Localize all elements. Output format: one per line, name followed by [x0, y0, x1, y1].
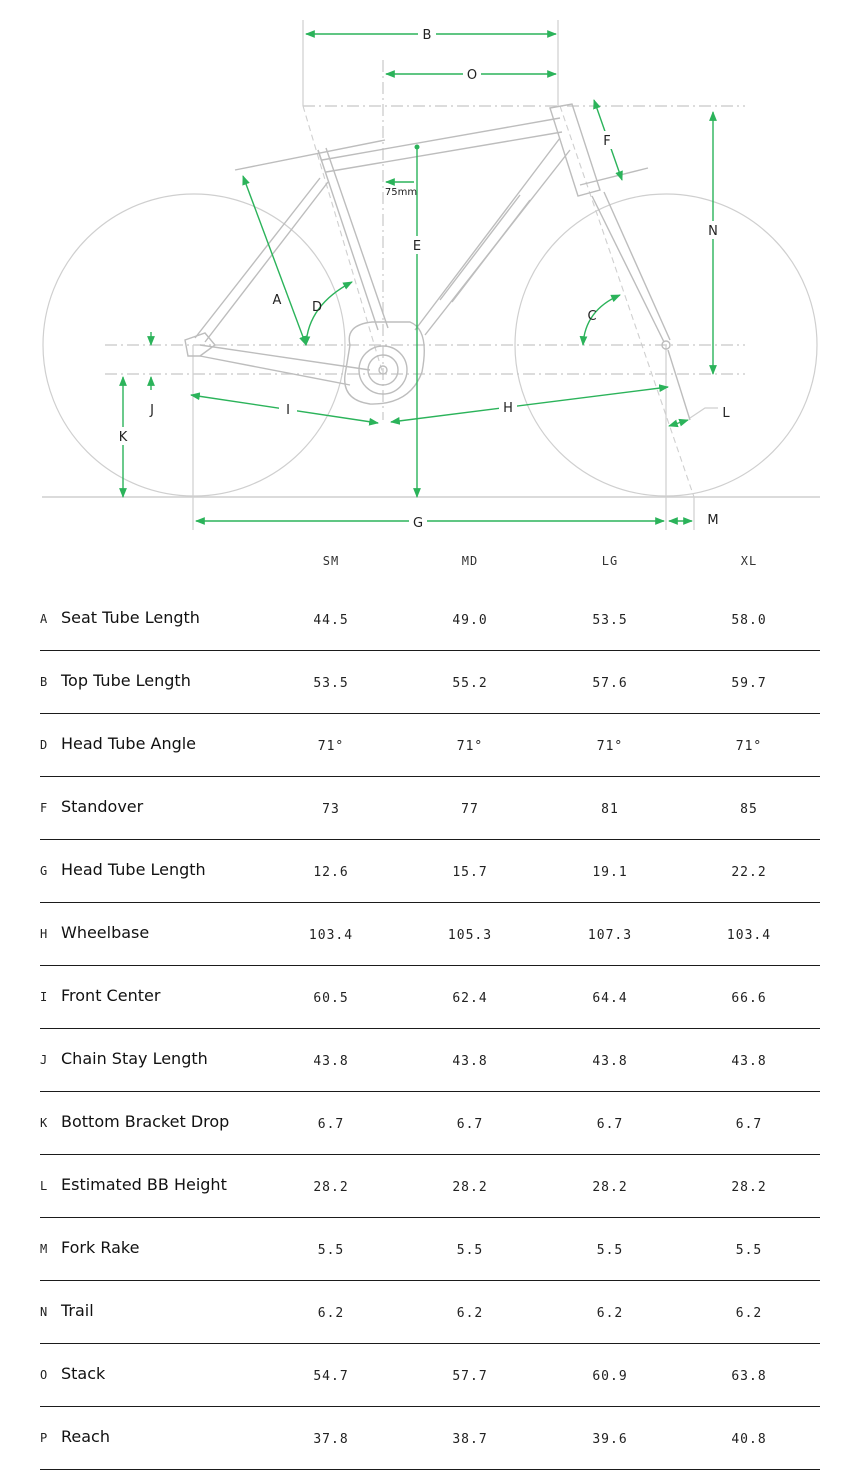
value-xl: 66.6: [731, 991, 767, 1006]
row-key: O: [40, 1368, 48, 1382]
value-md: 49.0: [452, 613, 488, 628]
value-sm: 54.7: [313, 1369, 349, 1384]
table-row: [40, 1407, 820, 1470]
value-lg: 60.9: [592, 1369, 628, 1384]
table-row: [40, 903, 820, 966]
label-M: M: [707, 513, 719, 528]
row-key: K: [40, 1116, 48, 1130]
value-md: 105.3: [447, 928, 493, 943]
table-row: [40, 714, 820, 777]
row-key: N: [40, 1305, 48, 1319]
row-label: Head Tube Angle: [61, 734, 197, 753]
row-key: A: [40, 612, 48, 626]
value-sm: 6.7: [317, 1117, 345, 1132]
label-K: K: [118, 430, 128, 445]
row-key: J: [40, 1053, 48, 1067]
value-md: 6.2: [456, 1306, 484, 1321]
value-md: 55.2: [452, 676, 488, 691]
table-row: [40, 1218, 820, 1281]
value-xl: 6.2: [735, 1306, 763, 1321]
table-row: [40, 1281, 820, 1344]
value-md: 6.7: [456, 1117, 484, 1132]
row-key: H: [40, 927, 48, 941]
label-D: D: [311, 300, 323, 315]
value-lg: 57.6: [592, 676, 628, 691]
table-row: [40, 1092, 820, 1155]
value-md: 71°: [456, 739, 484, 754]
row-label: Stack: [61, 1364, 106, 1383]
value-sm: 103.4: [308, 928, 354, 943]
value-xl: 43.8: [731, 1054, 767, 1069]
value-md: 15.7: [452, 865, 488, 880]
value-sm: 28.2: [313, 1180, 349, 1195]
row-label: Bottom Bracket Drop: [61, 1112, 230, 1131]
value-lg: 43.8: [592, 1054, 628, 1069]
value-md: 57.7: [452, 1369, 488, 1384]
table-row: [40, 966, 820, 1029]
table-row: [40, 1155, 820, 1218]
value-xl: 63.8: [731, 1369, 767, 1384]
label-G: G: [412, 516, 424, 531]
value-xl: 59.7: [731, 676, 767, 691]
value-sm: 44.5: [313, 613, 349, 628]
row-label: Top Tube Length: [61, 671, 191, 690]
table-row: [40, 588, 820, 651]
value-xl: 6.7: [735, 1117, 763, 1132]
label-F: F: [603, 134, 611, 149]
bike-geometry-diagram: [0, 0, 862, 540]
value-lg: 6.2: [596, 1306, 624, 1321]
row-label: Wheelbase: [61, 923, 150, 942]
row-label: Front Center: [61, 986, 161, 1005]
value-lg: 5.5: [596, 1243, 624, 1258]
size-header-row: [0, 548, 862, 576]
reference-lines: [105, 20, 745, 530]
value-lg: 71°: [596, 739, 624, 754]
table-row: [40, 1344, 820, 1407]
value-xl: 58.0: [731, 613, 767, 628]
row-label: Chain Stay Length: [61, 1049, 208, 1068]
size-column-lg: LG: [601, 554, 619, 568]
bike-frame: [185, 104, 690, 420]
value-sm: 6.2: [317, 1306, 345, 1321]
value-xl: 103.4: [726, 928, 772, 943]
dimension-lines: [123, 34, 718, 521]
label-H: H: [503, 401, 513, 416]
label-J: J: [150, 403, 154, 418]
value-lg: 53.5: [592, 613, 628, 628]
table-row: [40, 840, 820, 903]
value-xl: 71°: [735, 739, 763, 754]
value-md: 43.8: [452, 1054, 488, 1069]
size-column-sm: SM: [322, 554, 340, 568]
value-xl: 85: [740, 802, 758, 817]
value-sm: 71°: [317, 739, 345, 754]
value-md: 38.7: [452, 1432, 488, 1447]
label-B: B: [422, 28, 432, 43]
row-key: D: [40, 738, 48, 752]
table-row: [40, 651, 820, 714]
table-row: [40, 1029, 820, 1092]
value-sm: 60.5: [313, 991, 349, 1006]
value-sm: 37.8: [313, 1432, 349, 1447]
size-column-md: MD: [461, 554, 479, 568]
geometry-table: [40, 588, 820, 1470]
value-xl: 22.2: [731, 865, 767, 880]
value-md: 5.5: [456, 1243, 484, 1258]
value-md: 62.4: [452, 991, 488, 1006]
value-sm: 73: [322, 802, 340, 817]
row-label: Estimated BB Height: [61, 1175, 227, 1194]
row-key: M: [40, 1242, 48, 1256]
label-A: A: [272, 293, 282, 308]
row-label: Standover: [61, 797, 144, 816]
value-md: 28.2: [452, 1180, 488, 1195]
row-label: Reach: [61, 1427, 110, 1446]
size-column-xl: XL: [740, 554, 758, 568]
row-key: G: [40, 864, 48, 878]
row-key: F: [40, 801, 48, 815]
value-sm: 5.5: [317, 1243, 345, 1258]
value-lg: 6.7: [596, 1117, 624, 1132]
row-label: Head Tube Length: [61, 860, 206, 879]
label-C: C: [587, 309, 597, 324]
row-key: L: [40, 1179, 48, 1193]
row-label: Seat Tube Length: [61, 608, 200, 627]
row-key: B: [40, 675, 48, 689]
value-md: 77: [461, 802, 479, 817]
offset-label: 75mm: [384, 187, 418, 198]
row-key: I: [40, 990, 48, 1004]
label-I: I: [286, 403, 290, 418]
value-lg: 64.4: [592, 991, 628, 1006]
value-lg: 28.2: [592, 1180, 628, 1195]
value-sm: 43.8: [313, 1054, 349, 1069]
value-lg: 81: [601, 802, 619, 817]
value-xl: 5.5: [735, 1243, 763, 1258]
dimension-labels: [114, 25, 730, 531]
value-lg: 19.1: [592, 865, 628, 880]
value-lg: 107.3: [587, 928, 633, 943]
value-xl: 40.8: [731, 1432, 767, 1447]
value-xl: 28.2: [731, 1180, 767, 1195]
row-label: Trail: [61, 1301, 94, 1320]
value-sm: 12.6: [313, 865, 349, 880]
label-E: E: [412, 239, 422, 254]
label-N: N: [708, 224, 718, 239]
table-row: [40, 777, 820, 840]
row-key: P: [40, 1431, 48, 1445]
label-L: L: [722, 406, 730, 421]
row-label: Fork Rake: [61, 1238, 140, 1257]
value-lg: 39.6: [592, 1432, 628, 1447]
value-sm: 53.5: [313, 676, 349, 691]
label-O: O: [466, 68, 478, 83]
